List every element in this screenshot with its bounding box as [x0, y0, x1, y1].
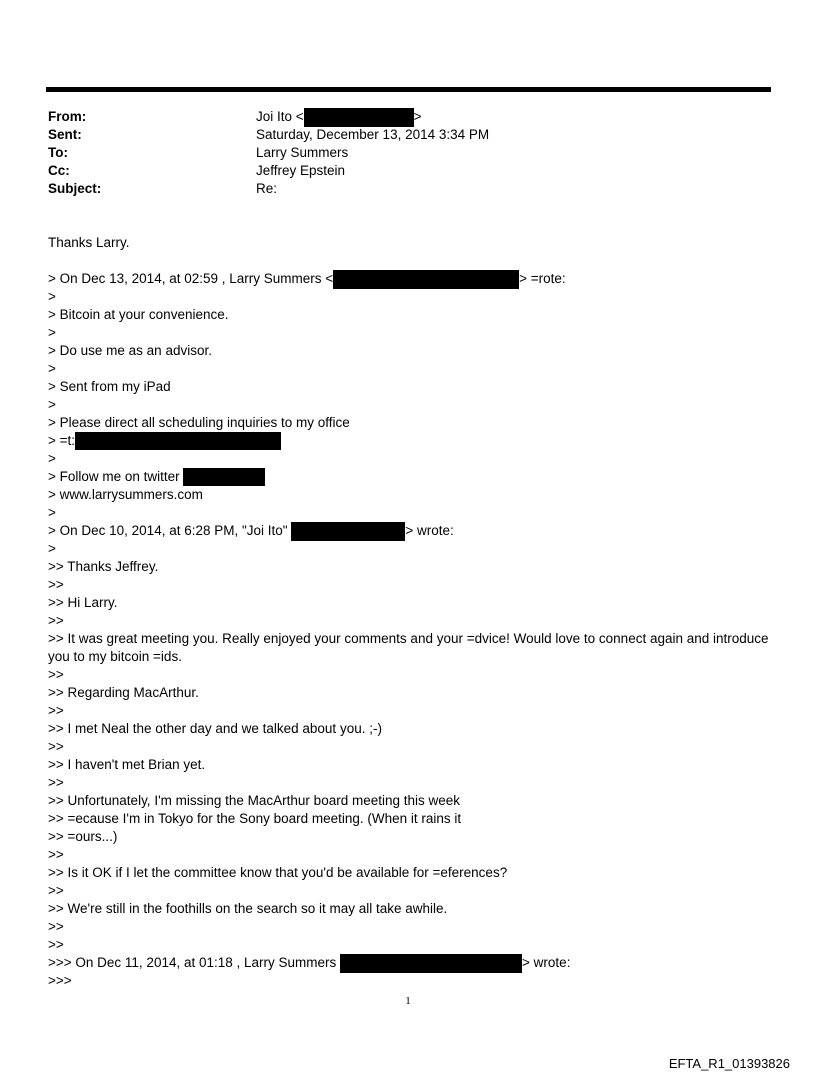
header-rule [46, 87, 771, 92]
quote-line: >>> [48, 973, 72, 988]
quote-line: >> [48, 883, 64, 898]
quote-line: >> Is it OK if I let the committee know that you'd be available for =eferences? [48, 865, 508, 880]
quote-line: >> Regarding MacArthur. [48, 685, 199, 700]
page-number: 1 [405, 995, 411, 1007]
quote-line: >> It was great meeting you. Really enjoyed your comments and your =dvice! Would love to connect again and introduce you to my bitcoin =ids. [48, 631, 769, 664]
quote-line [48, 270, 772, 288]
quote-line: > [48, 505, 56, 520]
quote-line [48, 954, 772, 972]
subject-label: Subject: [48, 181, 102, 196]
quote-line [48, 432, 772, 450]
redaction-box [75, 432, 281, 450]
spacer [48, 252, 772, 270]
quote-line: >> [48, 703, 64, 718]
quote-line: > [48, 451, 56, 466]
cc-label: Cc: [48, 163, 70, 178]
quote-line: > [48, 541, 56, 556]
from-label: From: [48, 109, 87, 124]
subject-value: Re: [256, 181, 278, 196]
quote-text: > On Dec 10, 2014, at 6:28 PM, "Joi Ito" [48, 523, 288, 539]
quote-line: >> [48, 847, 64, 862]
quote-line: > Sent from my iPad [48, 379, 171, 394]
quote-line: >> [48, 937, 64, 952]
from-close: > [413, 109, 422, 125]
document-id: EFTA_R1_01393826 [668, 1056, 790, 1071]
quote-line: > [48, 325, 56, 340]
quote-line: > Please direct all scheduling inquiries to my office [48, 415, 350, 430]
quote-line: > [48, 361, 56, 376]
to-label: To: [48, 145, 68, 160]
quote-line: >> [48, 577, 64, 592]
sent-label: Sent: [48, 127, 82, 142]
quote-line: > Do use me as an advisor. [48, 343, 212, 358]
quote-text: > =rote: [519, 271, 566, 287]
quote-line: > Bitcoin at your convenience. [48, 307, 229, 322]
quote-line: > [48, 397, 56, 412]
quote-line: >> [48, 667, 64, 682]
quote-line: >> [48, 739, 64, 754]
quote-line [48, 522, 772, 540]
redaction-box [291, 522, 405, 541]
from-value [256, 108, 422, 127]
quote-line: >> We're still in the foothills on the search so it may all take awhile. [48, 901, 448, 916]
redaction-box [304, 108, 414, 127]
from-name: Joi Ito < [256, 109, 304, 125]
redaction-box [183, 468, 265, 486]
quote-line: >> I haven't met Brian yet. [48, 757, 206, 772]
quote-line: >> [48, 613, 64, 628]
redaction-box [340, 954, 522, 973]
greeting: Thanks Larry. [48, 235, 130, 250]
quote-text: > wrote: [405, 523, 454, 539]
quote-line: >> Hi Larry. [48, 595, 118, 610]
redaction-box [333, 270, 519, 289]
quote-line: >> Thanks Jeffrey. [48, 559, 159, 574]
quote-line: > [48, 289, 56, 304]
quote-text: >>> On Dec 11, 2014, at 01:18 , Larry Summers [48, 955, 337, 971]
quote-line: >> I met Neal the other day and we talked about you. ;-) [48, 721, 382, 736]
sent-value: Saturday, December 13, 2014 3:34 PM [256, 127, 490, 142]
to-value: Larry Summers [256, 145, 349, 160]
quote-line: >> =ecause I'm in Tokyo for the Sony board meeting. (When it rains it [48, 811, 462, 826]
email-body [48, 234, 772, 990]
quote-line: >> Unfortunately, I'm missing the MacArthur board meeting this week [48, 793, 461, 808]
quote-line: > www.larrysummers.com [48, 487, 203, 502]
cc-value: Jeffrey Epstein [256, 163, 346, 178]
quote-line [48, 468, 772, 486]
quote-line: >> =ours...) [48, 829, 118, 844]
quote-line: >> [48, 919, 64, 934]
quote-text: > wrote: [522, 955, 571, 971]
quote-text: > On Dec 13, 2014, at 02:59 , Larry Summers < [48, 271, 334, 287]
quote-line: >> [48, 775, 64, 790]
quote-text: > Follow me on twitter [48, 469, 180, 484]
quote-text: > =t: [48, 433, 76, 448]
